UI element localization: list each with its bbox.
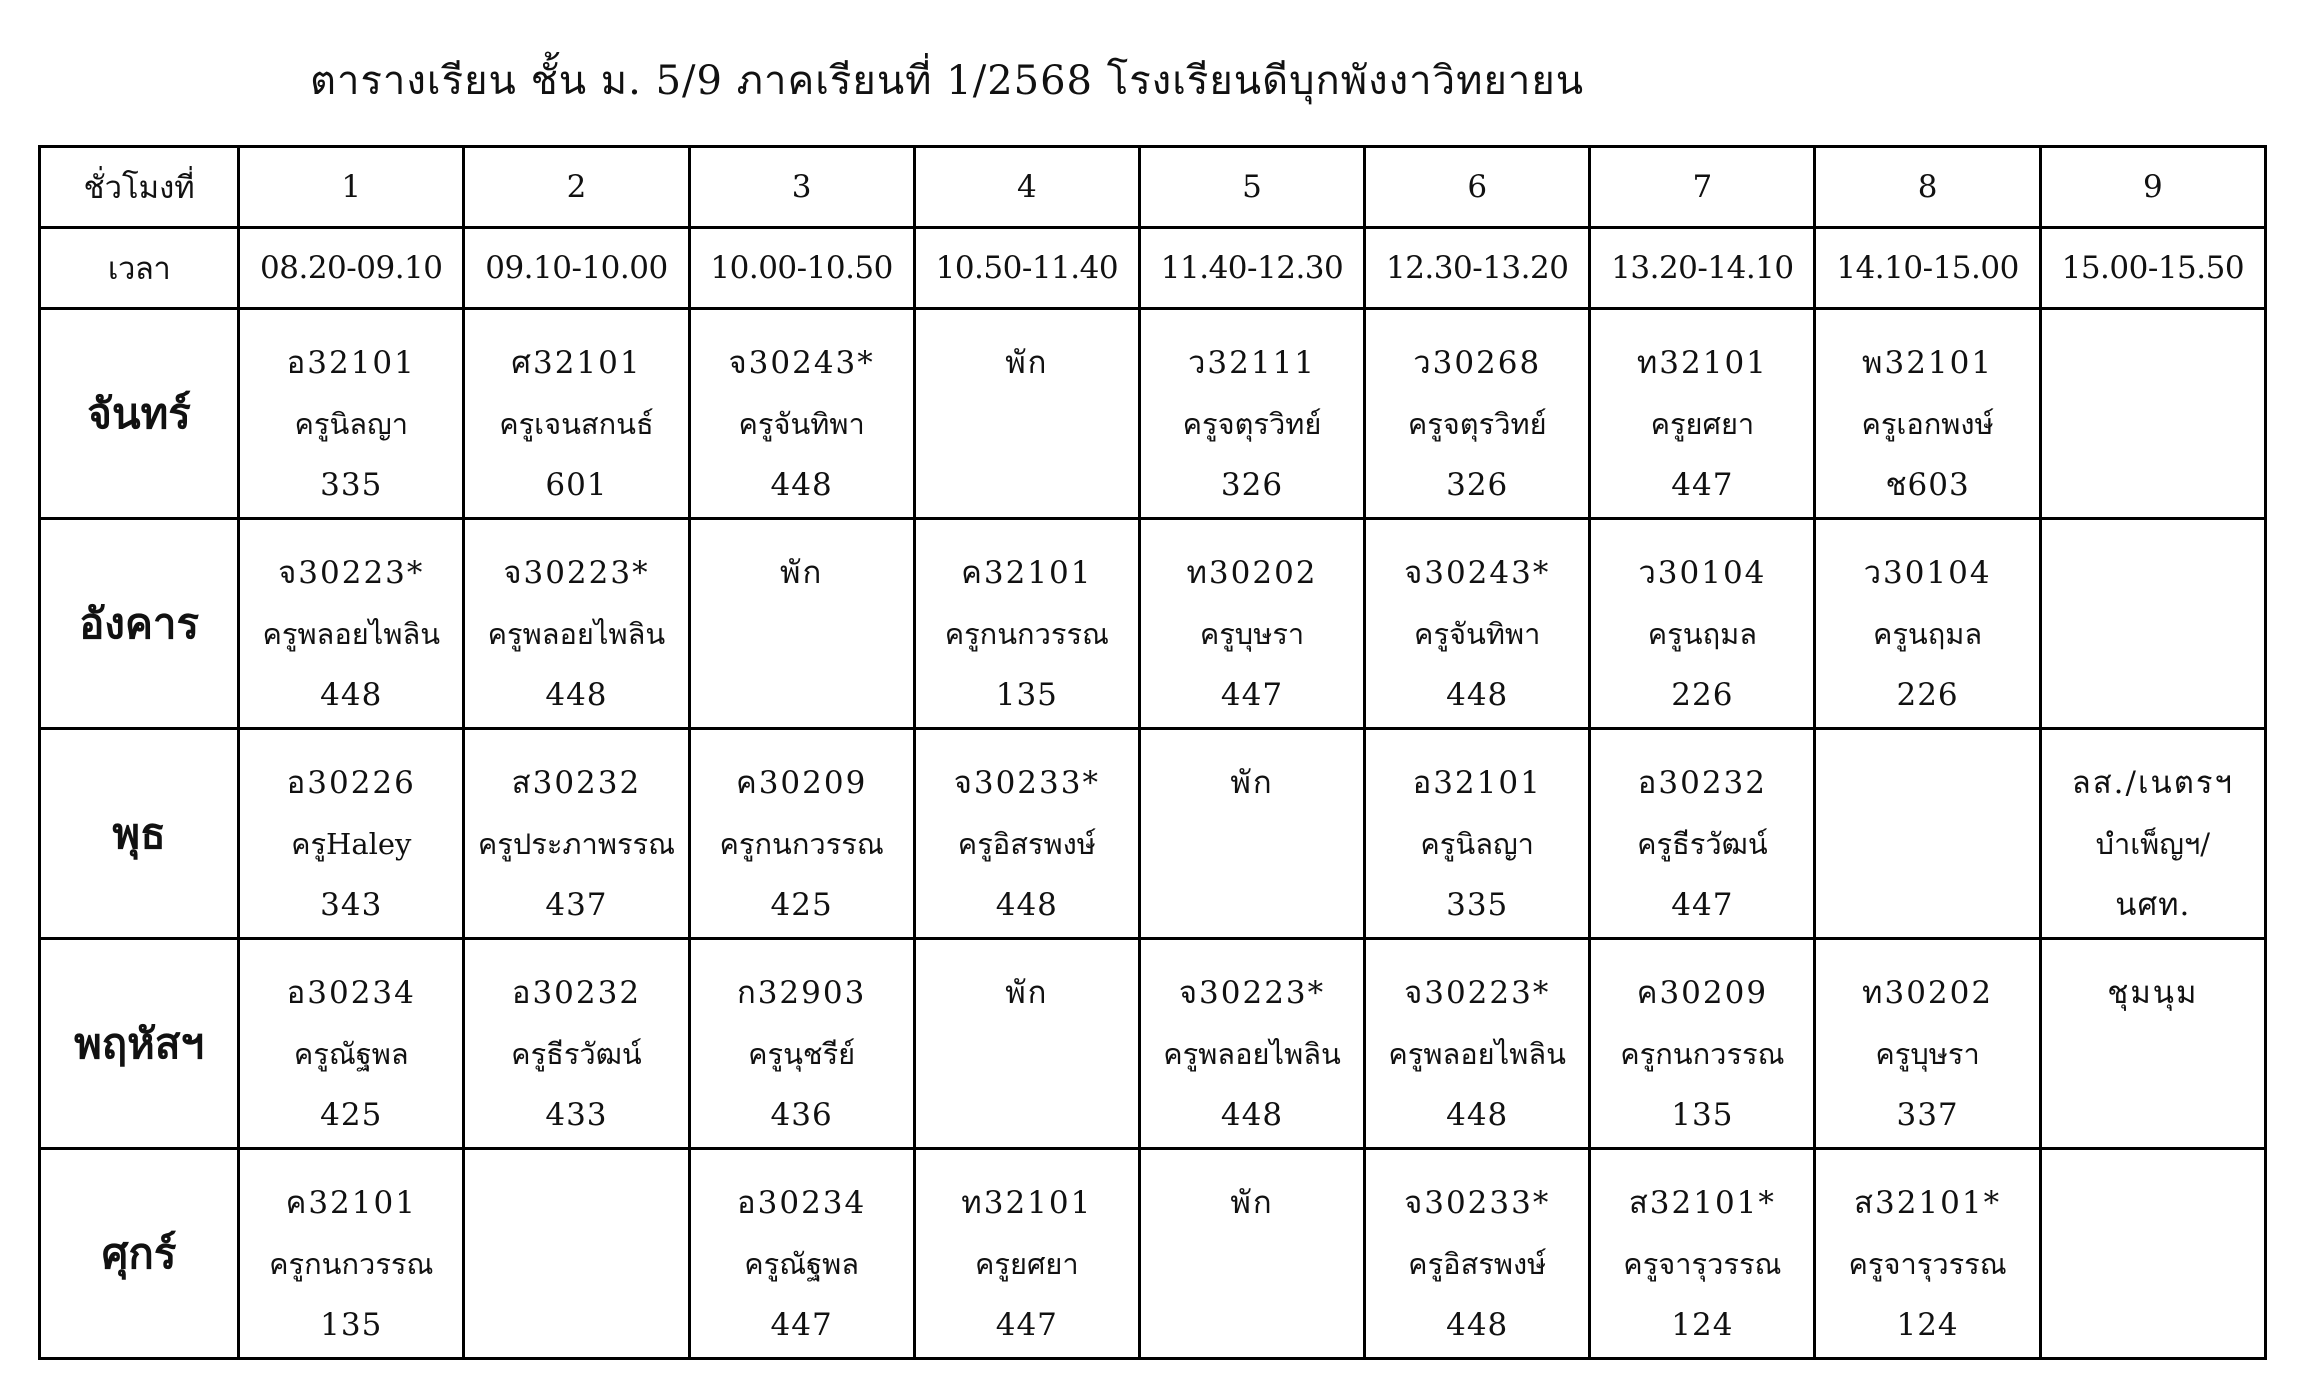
subject-code: ส32101*	[1854, 1185, 2002, 1221]
schedule-cell	[1815, 309, 2040, 519]
schedule-cell	[2040, 1149, 2265, 1359]
subject-code: ส30232	[511, 765, 642, 801]
teacher-name: ครูกนกวรรณ	[269, 1247, 434, 1281]
schedule-cell	[1365, 729, 1590, 939]
room-number: 433	[545, 1097, 608, 1133]
schedule-cell	[2040, 309, 2265, 519]
schedule-cell	[689, 1149, 914, 1359]
period-time: 14.10-15.00	[1815, 228, 2040, 309]
schedule-cell	[1590, 309, 1815, 519]
teacher-name: ครูณัฐพล	[744, 1247, 860, 1281]
timetable	[38, 145, 2267, 1360]
room-number: 326	[1446, 467, 1509, 503]
subject-code: จ30223*	[1404, 975, 1551, 1011]
teacher-name: ครูนิลญา	[1420, 827, 1534, 861]
period-number: 5	[1139, 147, 1364, 228]
teacher-name: ครูกนกวรรณ	[1620, 1037, 1785, 1071]
schedule-cell	[1815, 729, 2040, 939]
teacher-name: ครูนุชรีย์	[748, 1037, 856, 1071]
teacher-name: ครูบุษรา	[1875, 1037, 1980, 1071]
period-number: 9	[2040, 147, 2265, 228]
schedule-cell	[914, 939, 1139, 1149]
subject-code: ค32101	[961, 555, 1093, 591]
schedule-cell	[1815, 939, 2040, 1149]
subject-code: อ30234	[286, 975, 416, 1011]
subject-code: พัก	[1230, 1185, 1274, 1221]
subject-code: อ30234	[737, 1185, 867, 1221]
subject-code: พัก	[780, 555, 824, 591]
period-number: 6	[1365, 147, 1590, 228]
teacher-name: ครูจตุรวิทย์	[1407, 407, 1547, 441]
schedule-cell	[914, 729, 1139, 939]
period-time: 12.30-13.20	[1365, 228, 1590, 309]
teacher-name: ครูHaley	[291, 827, 412, 861]
room-number: 436	[770, 1097, 833, 1133]
subject-code: พัก	[1230, 765, 1274, 801]
subject-code: ท32101	[961, 1185, 1093, 1221]
subject-code: ชุมนุม	[2107, 975, 2199, 1011]
teacher-name: ครูเจนสกนธ์	[499, 407, 654, 441]
schedule-cell	[689, 939, 914, 1149]
room-number: 124	[1896, 1307, 1959, 1343]
day-label: ศุกร์	[40, 1149, 239, 1359]
subject-code: พัก	[1005, 345, 1049, 381]
teacher-name: ครูนฤมล	[1647, 617, 1758, 651]
day-row	[40, 939, 2266, 1149]
subject-code: ท30202	[1186, 555, 1318, 591]
schedule-cell	[239, 519, 464, 729]
subject-code: พ32101	[1862, 345, 1994, 381]
subject-code: ท30202	[1862, 975, 1994, 1011]
time-row	[40, 228, 2266, 309]
period-number-row	[40, 147, 2266, 228]
schedule-cell	[2040, 729, 2265, 939]
room-number: 335	[320, 467, 383, 503]
room-number: 448	[995, 887, 1058, 923]
schedule-cell	[239, 309, 464, 519]
period-time: 10.50-11.40	[914, 228, 1139, 309]
teacher-name: ครูนิลญา	[294, 407, 409, 441]
teacher-name: ครูบุษรา	[1199, 617, 1305, 651]
room-number: 135	[320, 1307, 383, 1343]
day-label: จันทร์	[40, 309, 239, 519]
room-number: 447	[770, 1307, 833, 1343]
schedule-cell	[1365, 939, 1590, 1149]
room-number: 447	[995, 1307, 1058, 1343]
subject-code: จ30243*	[728, 345, 875, 381]
period-time: 08.20-09.10	[239, 228, 464, 309]
subject-code: อ30232	[1637, 765, 1767, 801]
room-number: 448	[1446, 1097, 1509, 1133]
subject-code: อ30226	[286, 765, 416, 801]
teacher-name: ครูพลอยไพลิน	[1388, 1037, 1566, 1071]
period-number: 2	[464, 147, 689, 228]
room-number: 124	[1671, 1307, 1734, 1343]
teacher-name: ครูพลอยไพลิน	[487, 617, 666, 651]
schedule-cell	[464, 939, 689, 1149]
room-number: 226	[1671, 677, 1734, 713]
schedule-cell	[2040, 939, 2265, 1149]
day-row	[40, 519, 2266, 729]
schedule-cell	[1139, 939, 1364, 1149]
room-number: 448	[545, 677, 608, 713]
schedule-cell	[1590, 939, 1815, 1149]
room-number: 343	[320, 887, 383, 923]
teacher-name: ครูจารุวรรณ	[1848, 1247, 2007, 1281]
period-time: 11.40-12.30	[1139, 228, 1364, 309]
schedule-cell	[1139, 729, 1364, 939]
day-row	[40, 309, 2266, 519]
teacher-name: ครูยศยา	[1650, 407, 1755, 441]
teacher-name: ครูพลอยไพลิน	[1163, 1037, 1341, 1071]
subject-code: พัก	[1005, 975, 1049, 1011]
teacher-name: บำเพ็ญฯ/	[2095, 827, 2211, 861]
schedule-cell	[1365, 309, 1590, 519]
teacher-name: ครูจันทิพา	[1414, 617, 1541, 651]
time-header-label: เวลา	[40, 228, 239, 309]
schedule-cell	[689, 309, 914, 519]
subject-code: ว30268	[1413, 345, 1542, 381]
period-header-label: ชั่วโมงที่	[40, 147, 239, 228]
teacher-name: ครูพลอยไพลิน	[262, 617, 441, 651]
schedule-cell	[239, 1149, 464, 1359]
room-number: 447	[1671, 467, 1734, 503]
schedule-cell	[239, 939, 464, 1149]
subject-code: อ30232	[511, 975, 642, 1011]
period-number: 4	[914, 147, 1139, 228]
schedule-cell	[689, 729, 914, 939]
day-label: พฤหัสฯ	[40, 939, 239, 1149]
subject-code: ว32111	[1188, 345, 1317, 381]
schedule-cell	[689, 519, 914, 729]
teacher-name: ครูอิสรพงษ์	[957, 827, 1096, 861]
room-number: 335	[1446, 887, 1509, 923]
day-row	[40, 1149, 2266, 1359]
room-number: 425	[320, 1097, 383, 1133]
room-number: นศท.	[2115, 887, 2191, 923]
schedule-cell	[1590, 729, 1815, 939]
day-label: พุธ	[40, 729, 239, 939]
subject-code: ว30104	[1638, 555, 1767, 591]
subject-code: ว30104	[1863, 555, 1992, 591]
subject-code: ค32101	[285, 1185, 417, 1221]
schedule-cell	[1815, 1149, 2040, 1359]
schedule-cell	[2040, 519, 2265, 729]
schedule-cell	[914, 519, 1139, 729]
subject-code: อ32101	[286, 345, 416, 381]
page-title: ตารางเรียน ชั้น ม. 5/9 ภาคเรียนที่ 1/2568 โรงเรียนดีบุกพังงาวิทยายน	[310, 58, 1585, 104]
period-number: 3	[689, 147, 914, 228]
room-number: 226	[1896, 677, 1959, 713]
teacher-name: ครูจตุรวิทย์	[1182, 407, 1322, 441]
room-number: 448	[1446, 677, 1509, 713]
room-number: 601	[545, 467, 608, 503]
subject-code: จ30233*	[1404, 1185, 1551, 1221]
subject-code: ส32101*	[1628, 1185, 1776, 1221]
period-number: 1	[239, 147, 464, 228]
subject-code: จ30223*	[278, 555, 425, 591]
schedule-cell	[1365, 519, 1590, 729]
room-number: 135	[1671, 1097, 1734, 1133]
subject-code: จ30223*	[503, 555, 650, 591]
teacher-name: ครูเอกพงษ์	[1861, 407, 1994, 441]
schedule-cell	[1139, 309, 1364, 519]
schedule-cell	[464, 1149, 689, 1359]
subject-code: จ30233*	[953, 765, 1100, 801]
schedule-cell	[914, 1149, 1139, 1359]
teacher-name: ครูยศยา	[975, 1247, 1079, 1281]
teacher-name: ครูอิสรพงษ์	[1408, 1247, 1547, 1281]
schedule-cell	[464, 729, 689, 939]
schedule-cell	[239, 729, 464, 939]
schedule-cell	[1815, 519, 2040, 729]
period-time: 13.20-14.10	[1590, 228, 1815, 309]
schedule-cell	[1590, 519, 1815, 729]
teacher-name: ครูธีรวัฒน์	[1637, 827, 1768, 861]
period-number: 8	[1815, 147, 2040, 228]
subject-code: ลส./เนตรฯ	[2071, 765, 2234, 801]
period-time: 15.00-15.50	[2040, 228, 2265, 309]
room-number: ช603	[1885, 467, 1970, 503]
room-number: 448	[770, 467, 833, 503]
room-number: 448	[1446, 1307, 1509, 1343]
day-row	[40, 729, 2266, 939]
schedule-cell	[1365, 1149, 1590, 1359]
teacher-name: ครูประภาพรรณ	[477, 827, 675, 861]
subject-code: ก32903	[736, 975, 867, 1011]
teacher-name: ครูกนกวรรณ	[719, 827, 884, 861]
day-label: อังคาร	[40, 519, 239, 729]
teacher-name: ครูธีรวัฒน์	[511, 1037, 642, 1071]
subject-code: อ32101	[1412, 765, 1542, 801]
room-number: 447	[1671, 887, 1734, 923]
room-number: 425	[770, 887, 833, 923]
subject-code: ค30209	[1636, 975, 1769, 1011]
period-time: 10.00-10.50	[689, 228, 914, 309]
teacher-name: ครูนฤมล	[1872, 617, 1983, 651]
schedule-cell	[1139, 1149, 1364, 1359]
subject-code: ค30209	[735, 765, 868, 801]
room-number: 437	[545, 887, 608, 923]
schedule-cell	[464, 309, 689, 519]
schedule-cell	[1139, 519, 1364, 729]
schedule-cell	[914, 309, 1139, 519]
room-number: 337	[1896, 1097, 1959, 1133]
subject-code: จ30243*	[1404, 555, 1551, 591]
subject-code: ท32101	[1636, 345, 1768, 381]
room-number: 135	[995, 677, 1058, 713]
teacher-name: ครูจันทิพา	[738, 407, 865, 441]
teacher-name: ครูกนกวรรณ	[944, 617, 1109, 651]
room-number: 447	[1220, 677, 1284, 713]
schedule-cell	[1590, 1149, 1815, 1359]
room-number: 448	[320, 677, 383, 713]
subject-code: ศ32101	[511, 345, 642, 381]
period-time: 09.10-10.00	[464, 228, 689, 309]
room-number: 326	[1220, 467, 1284, 503]
schedule-cell	[464, 519, 689, 729]
period-number: 7	[1590, 147, 1815, 228]
teacher-name: ครูจารุวรรณ	[1623, 1247, 1782, 1281]
teacher-name: ครูณัฐพล	[293, 1037, 409, 1071]
subject-code: จ30223*	[1178, 975, 1326, 1011]
room-number: 448	[1220, 1097, 1284, 1133]
